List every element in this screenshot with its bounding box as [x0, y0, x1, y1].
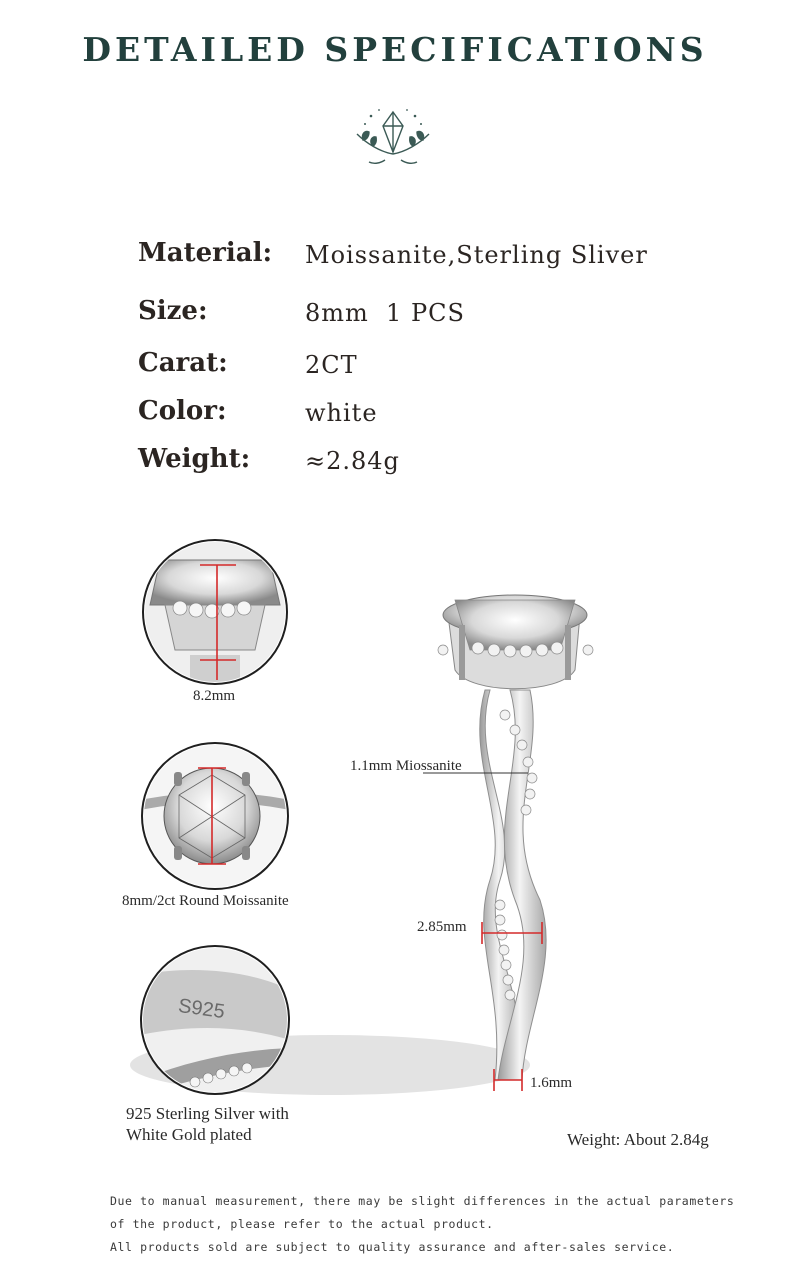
spec-value: 8mm 1 PCS: [305, 299, 465, 327]
spec-value: 2CT: [305, 351, 358, 379]
spec-key: Color:: [138, 396, 227, 426]
detail-circle-head: [140, 540, 290, 695]
weight-note: Weight: About 2.84g: [567, 1130, 709, 1149]
callout-band-bottom: 1.6mm: [530, 1075, 573, 1091]
callout-side-stone: 1.1mm Miossanite: [350, 758, 462, 774]
callout-metal-line1: 925 Sterling Silver with: [126, 1104, 289, 1123]
spec-key: Weight:: [138, 444, 251, 474]
page-title: DETAILED SPECIFICATIONS: [82, 30, 708, 69]
callout-width-top: 8.2mm: [193, 688, 236, 704]
s925-stamp-text: S925: [176, 994, 227, 1024]
ring-illustration: [0, 520, 790, 1180]
callout-metal-line2: White Gold plated: [126, 1125, 252, 1144]
footer-line: Due to manual measurement, there may be slight differences in the actual parameters: [110, 1194, 735, 1208]
spec-key: Material:: [138, 238, 273, 268]
spec-value: white: [305, 399, 378, 427]
detail-circle-stone: [140, 742, 290, 892]
crystal-leaf-emblem-icon: [343, 104, 443, 174]
spec-value: ≈2.84g: [305, 447, 400, 475]
spec-key: Size:: [138, 296, 208, 326]
spec-value: Moissanite,Sterling Sliver: [305, 241, 648, 269]
spec-key: Carat:: [138, 348, 228, 378]
footer-line: of the product, please refer to the actual product.: [110, 1217, 494, 1231]
footer-line: All products sold are subject to quality assurance and after-sales service.: [110, 1240, 675, 1254]
callout-stone: 8mm/2ct Round Moissanite: [122, 893, 289, 909]
ring-side-view: [438, 595, 593, 1080]
callout-band-mid: 2.85mm: [417, 919, 467, 935]
